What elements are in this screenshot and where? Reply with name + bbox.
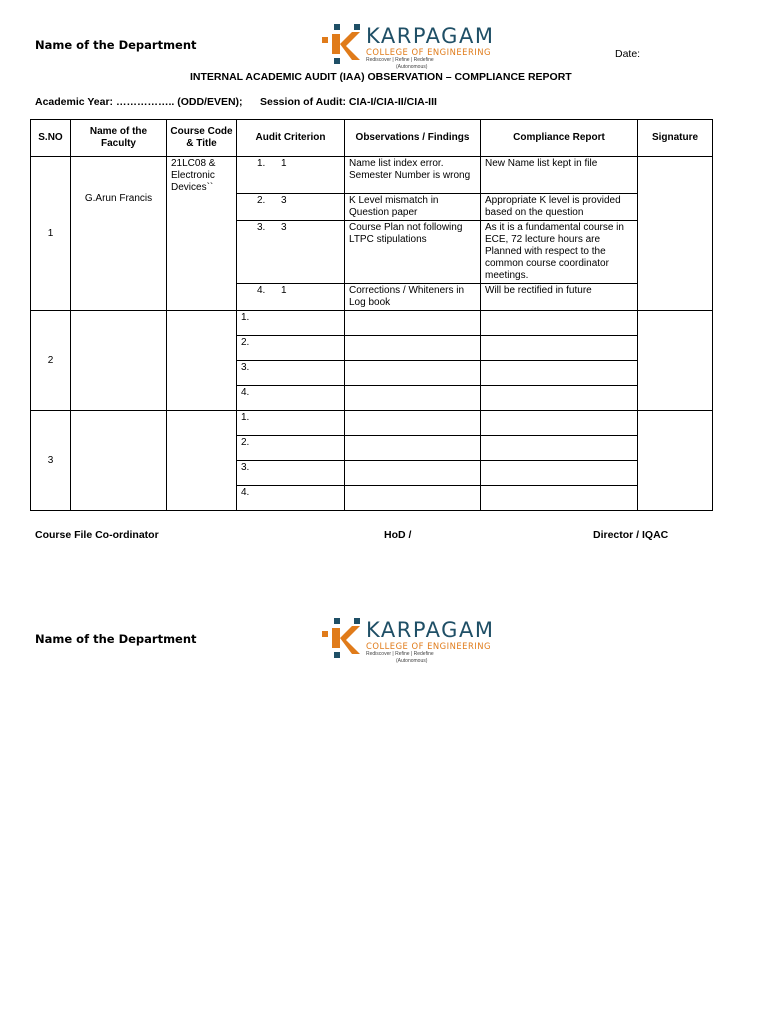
table-header-row [31, 120, 713, 157]
criterion-number: 1. [257, 158, 266, 169]
header-criterion: Audit Criterion [237, 120, 345, 157]
criterion-cell: 4. [237, 486, 345, 511]
header-faculty: Name of the Faculty [71, 120, 167, 157]
faculty-cell [71, 311, 167, 411]
compliance-cell [481, 436, 638, 461]
criterion-value: 1 [281, 158, 287, 169]
finding-cell [345, 486, 481, 511]
hod-signature-label: HoD / [384, 529, 412, 541]
course-cell [167, 411, 237, 511]
compliance-cell [481, 386, 638, 411]
college-logo [320, 22, 510, 70]
logo-status: (Autonomous) [396, 64, 428, 70]
criterion-cell: 2. [237, 336, 345, 361]
sno-cell: 1 [31, 157, 71, 311]
finding-cell [345, 461, 481, 486]
criterion-number: 3. [257, 222, 266, 233]
finding-cell [345, 336, 481, 361]
director-signature-label: Director / IQAC [593, 529, 669, 541]
header-findings: Observations / Findings [345, 120, 481, 157]
finding-cell: Name list index error. Semester Number is wrong [345, 157, 481, 194]
compliance-cell: As it is a fundamental course in ECE, 72 lecture hours are Planned with respect to the common course coordinator meetings. [481, 221, 638, 284]
criterion-cell: 1. [237, 411, 345, 436]
header-signature: Signature [638, 120, 713, 157]
date-label: Date: [615, 48, 641, 60]
finding-cell: Course Plan not following LTPC stipulations [345, 221, 481, 284]
criterion-value: 1 [281, 285, 287, 296]
header-compliance: Compliance Report [481, 120, 638, 157]
logo-subtitle: COLLEGE OF ENGINEERING [366, 641, 491, 651]
criterion-value: 3 [281, 222, 287, 233]
criterion-cell [237, 194, 345, 221]
course-cell: 21LC08 & Electronic Devices`` [167, 157, 237, 311]
criterion-cell: 2. [237, 436, 345, 461]
coordinator-signature-label: Course File Co-ordinator [35, 529, 159, 541]
criterion-cell: 4. [237, 386, 345, 411]
signature-cell [638, 411, 713, 511]
criterion-cell [237, 221, 345, 284]
table-row [31, 411, 713, 436]
header-sno: S.NO [31, 120, 71, 157]
compliance-cell [481, 461, 638, 486]
criterion-cell: 3. [237, 461, 345, 486]
faculty-cell [71, 411, 167, 511]
signature-cell [638, 157, 713, 311]
sno-cell: 2 [31, 311, 71, 411]
course-cell [167, 311, 237, 411]
signature-cell [638, 311, 713, 411]
finding-cell [345, 386, 481, 411]
table-row [31, 194, 713, 221]
faculty-name: G.Arun Francis [84, 192, 153, 204]
criterion-cell [237, 157, 345, 194]
criterion-cell: 1. [237, 311, 345, 336]
logo-name: KARPAGAM [366, 24, 495, 48]
criterion-value: 3 [281, 195, 287, 206]
karpagam-logo-icon [320, 22, 362, 66]
compliance-cell: Will be rectified in future [481, 284, 638, 311]
faculty-cell-top [71, 157, 167, 194]
sno-cell: 3 [31, 411, 71, 511]
karpagam-logo-icon [320, 616, 362, 660]
audit-table [30, 119, 713, 511]
finding-cell: Corrections / Whiteners in Log book [345, 284, 481, 311]
department-label-page2: Name of the Department [35, 632, 197, 646]
report-title: INTERNAL ACADEMIC AUDIT (IAA) OBSERVATION – COMPLIANCE REPORT [190, 71, 572, 83]
logo-name: KARPAGAM [366, 618, 495, 642]
criterion-number: 4. [257, 285, 266, 296]
table-row [31, 311, 713, 336]
criterion-number: 2. [257, 195, 266, 206]
criterion-cell: 3. [237, 361, 345, 386]
compliance-cell [481, 411, 638, 436]
faculty-cell [71, 194, 167, 311]
finding-cell: K Level mismatch in Question paper [345, 194, 481, 221]
finding-cell [345, 361, 481, 386]
table-row [31, 157, 713, 194]
department-label: Name of the Department [35, 38, 197, 52]
logo-tagline: Rediscover | Refine | Redefine [366, 651, 434, 657]
compliance-cell [481, 361, 638, 386]
compliance-cell [481, 486, 638, 511]
logo-tagline: Rediscover | Refine | Redefine [366, 57, 434, 63]
logo-subtitle: COLLEGE OF ENGINEERING [366, 47, 491, 57]
logo-status: (Autonomous) [396, 658, 428, 664]
compliance-cell: Appropriate K level is provided based on the question [481, 194, 638, 221]
compliance-cell [481, 336, 638, 361]
session-label: Session of Audit: CIA-I/CIA-II/CIA-III [260, 96, 437, 108]
criterion-cell [237, 284, 345, 311]
finding-cell [345, 411, 481, 436]
finding-cell [345, 311, 481, 336]
header-course: Course Code & Title [167, 120, 237, 157]
academic-year-label: Academic Year: …………….. (ODD/EVEN); [35, 96, 243, 108]
compliance-cell: New Name list kept in file [481, 157, 638, 194]
compliance-cell [481, 311, 638, 336]
college-logo-page2 [320, 616, 510, 664]
finding-cell [345, 436, 481, 461]
